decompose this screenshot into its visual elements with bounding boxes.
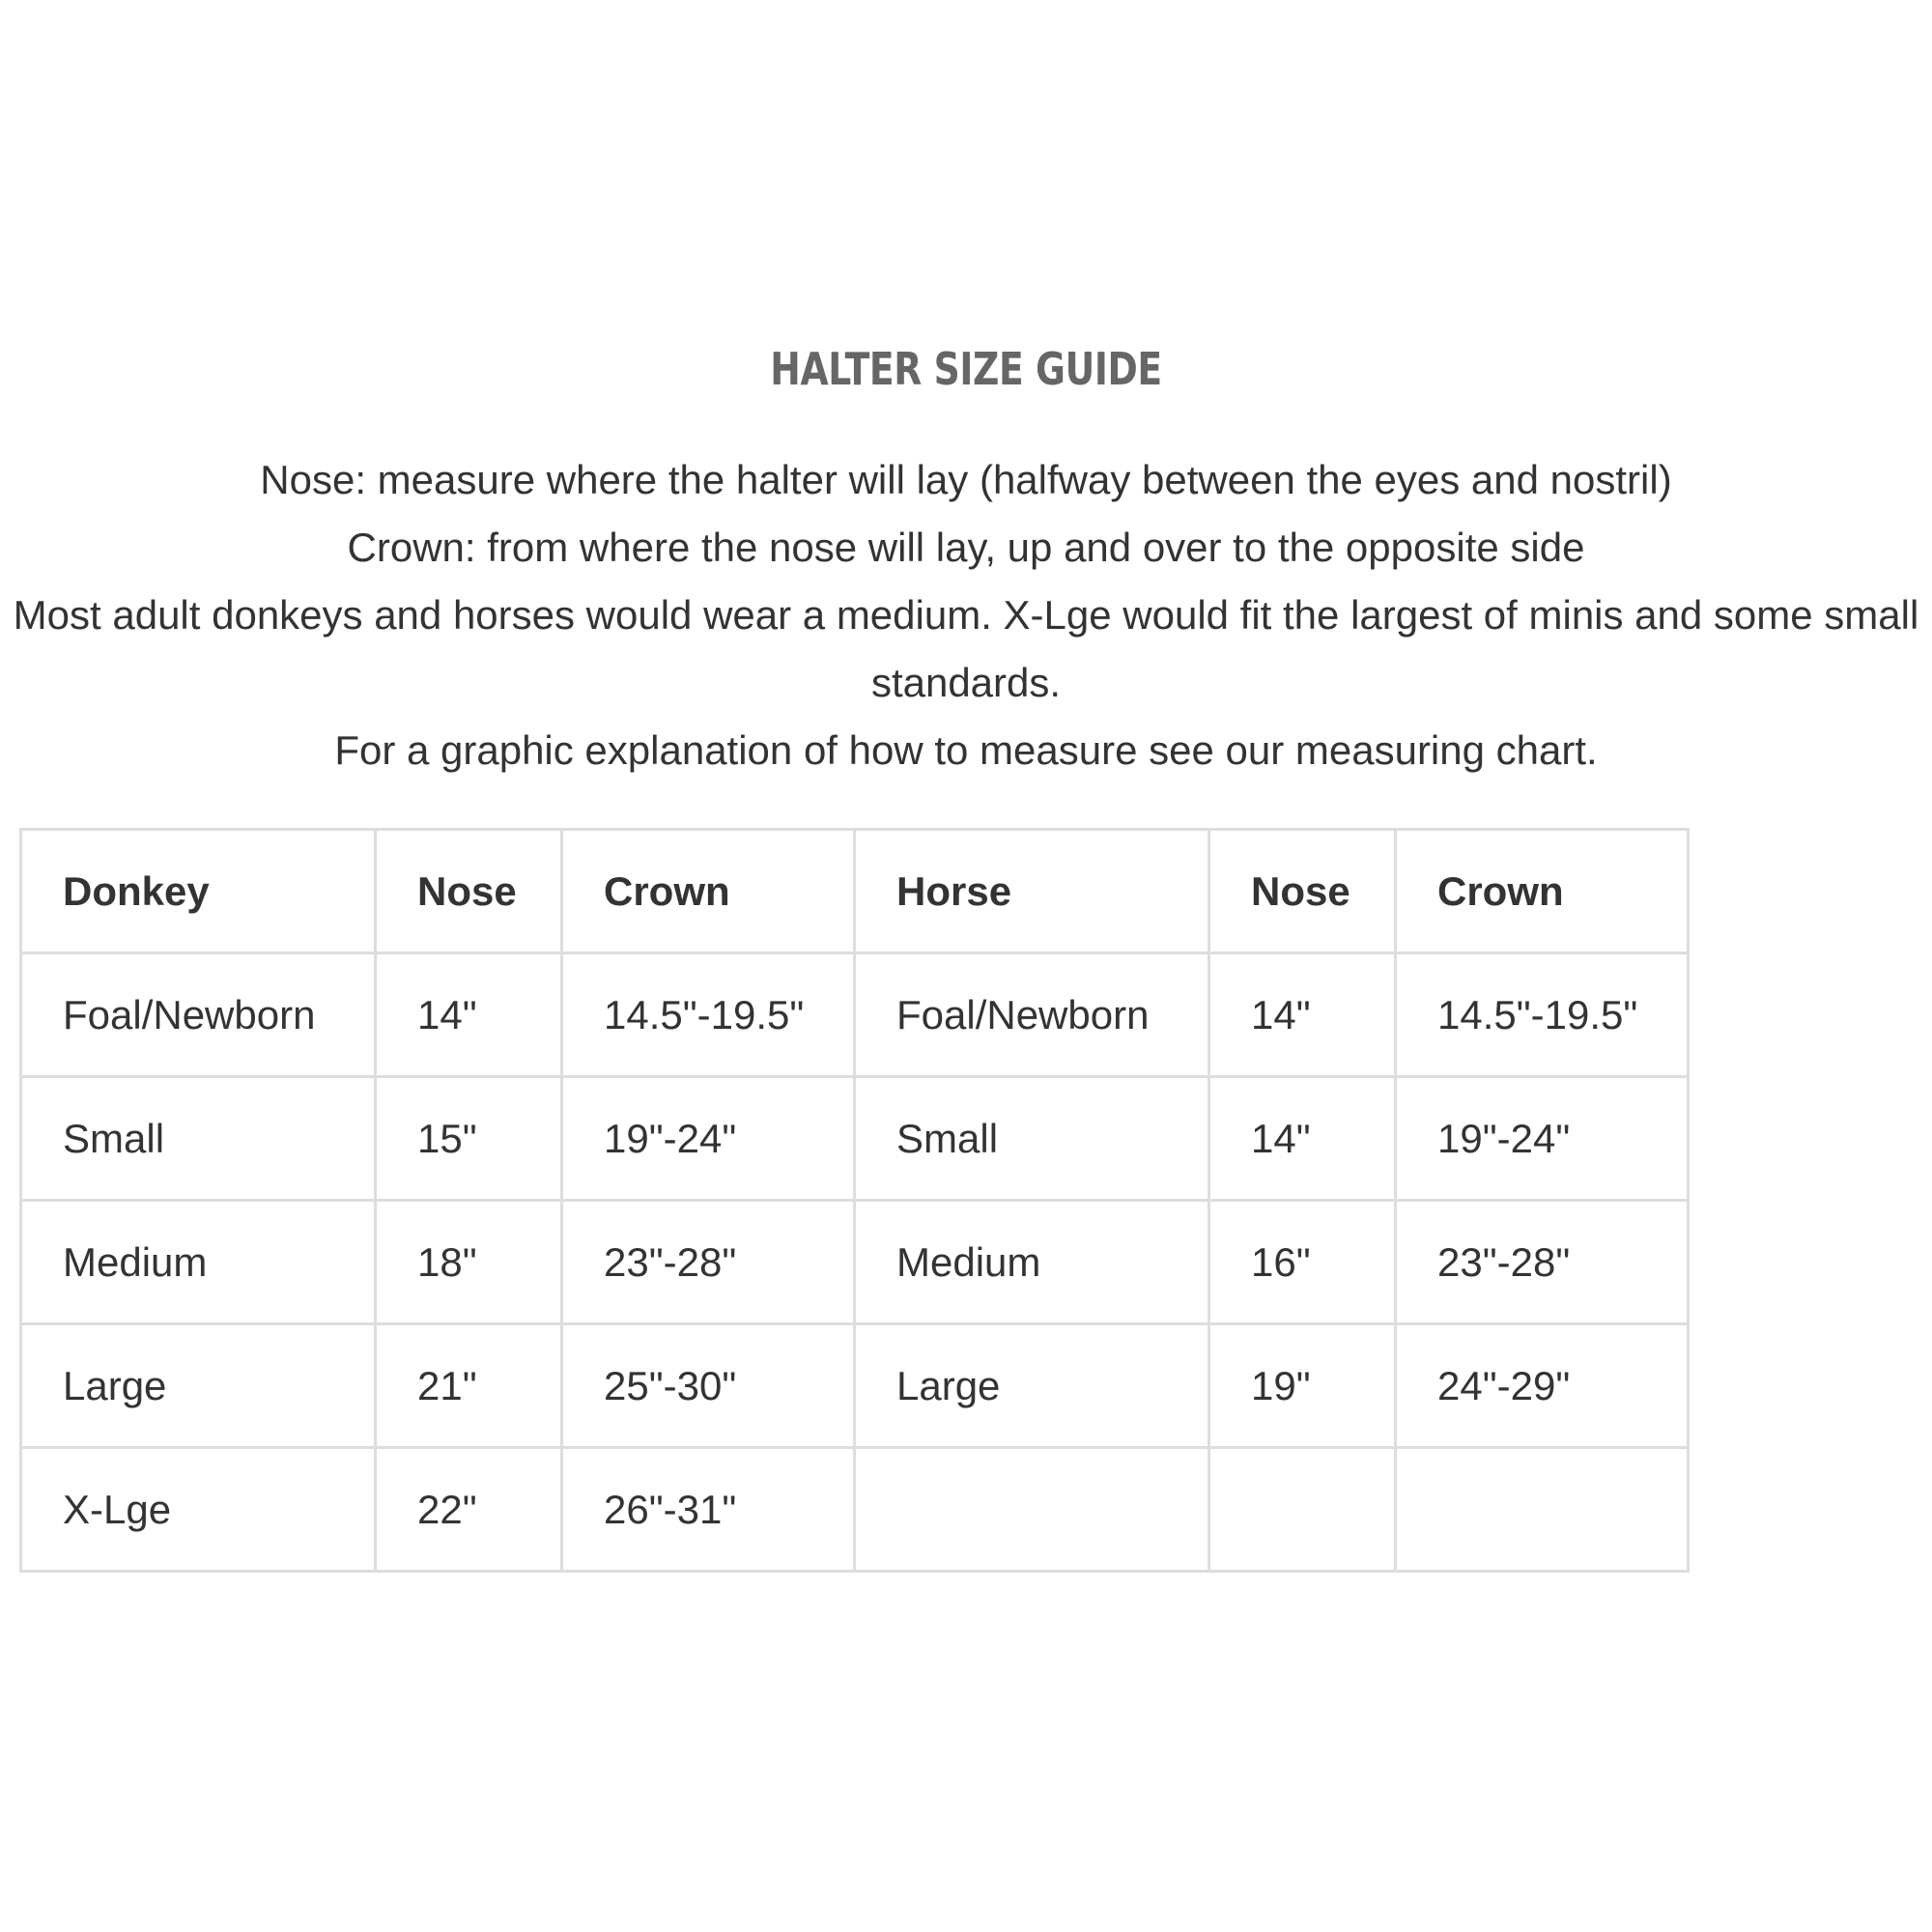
horse-nose-cell: 14" — [1209, 953, 1396, 1077]
donkey-size-cell: X-Lge — [21, 1448, 376, 1572]
table-header-row — [21, 830, 1689, 953]
horse-size-cell: Medium — [855, 1201, 1209, 1324]
nose-instruction: Nose: measure where the halter will lay (halfway between the eyes and nostril) — [260, 457, 1672, 502]
horse-crown-cell: 24"-29" — [1396, 1324, 1689, 1448]
header-donkey: Donkey — [21, 830, 376, 953]
horse-size-cell — [855, 1448, 1209, 1572]
donkey-size-cell: Foal/Newborn — [21, 953, 376, 1077]
horse-crown-cell: 23"-28" — [1396, 1201, 1689, 1324]
donkey-nose-cell: 22" — [376, 1448, 562, 1572]
donkey-size-cell: Medium — [21, 1201, 376, 1324]
horse-nose-cell: 16" — [1209, 1201, 1396, 1324]
table-row — [21, 1201, 1689, 1324]
table-row — [21, 1448, 1689, 1572]
table-row — [21, 1324, 1689, 1448]
header-horse-nose: Nose — [1209, 830, 1396, 953]
size-recommendation: Most adult donkeys and horses would wear a medium. X-Lge would fit the largest of minis and some small standards. — [13, 592, 1919, 705]
donkey-crown-cell: 23"-28" — [562, 1201, 855, 1324]
donkey-nose-cell: 14" — [376, 953, 562, 1077]
header-horse: Horse — [855, 830, 1209, 953]
donkey-crown-cell: 19"-24" — [562, 1077, 855, 1201]
donkey-crown-cell: 25"-30" — [562, 1324, 855, 1448]
horse-size-cell: Foal/Newborn — [855, 953, 1209, 1077]
donkey-size-cell: Small — [21, 1077, 376, 1201]
header-donkey-nose: Nose — [376, 830, 562, 953]
donkey-nose-cell: 15" — [376, 1077, 562, 1201]
halter-size-table — [19, 828, 1690, 1573]
donkey-nose-cell: 18" — [376, 1201, 562, 1324]
horse-crown-cell: 19"-24" — [1396, 1077, 1689, 1201]
table-row — [21, 953, 1689, 1077]
horse-nose-cell: 19" — [1209, 1324, 1396, 1448]
page-title: HALTER SIZE GUIDE — [770, 343, 1162, 395]
horse-nose-cell — [1209, 1448, 1396, 1572]
donkey-crown-cell: 14.5"-19.5" — [562, 953, 855, 1077]
header-horse-crown: Crown — [1396, 830, 1689, 953]
measuring-chart-note: For a graphic explanation of how to measure see our measuring chart. — [334, 727, 1598, 773]
donkey-nose-cell: 21" — [376, 1324, 562, 1448]
horse-crown-cell — [1396, 1448, 1689, 1572]
horse-size-cell: Small — [855, 1077, 1209, 1201]
header-donkey-crown: Crown — [562, 830, 855, 953]
donkey-crown-cell: 26"-31" — [562, 1448, 855, 1572]
size-guide-intro — [0, 446, 1932, 784]
crown-instruction: Crown: from where the nose will lay, up and over to the opposite side — [347, 525, 1585, 570]
horse-nose-cell: 14" — [1209, 1077, 1396, 1201]
horse-size-cell: Large — [855, 1324, 1209, 1448]
horse-crown-cell: 14.5"-19.5" — [1396, 953, 1689, 1077]
donkey-size-cell: Large — [21, 1324, 376, 1448]
table-row — [21, 1077, 1689, 1201]
